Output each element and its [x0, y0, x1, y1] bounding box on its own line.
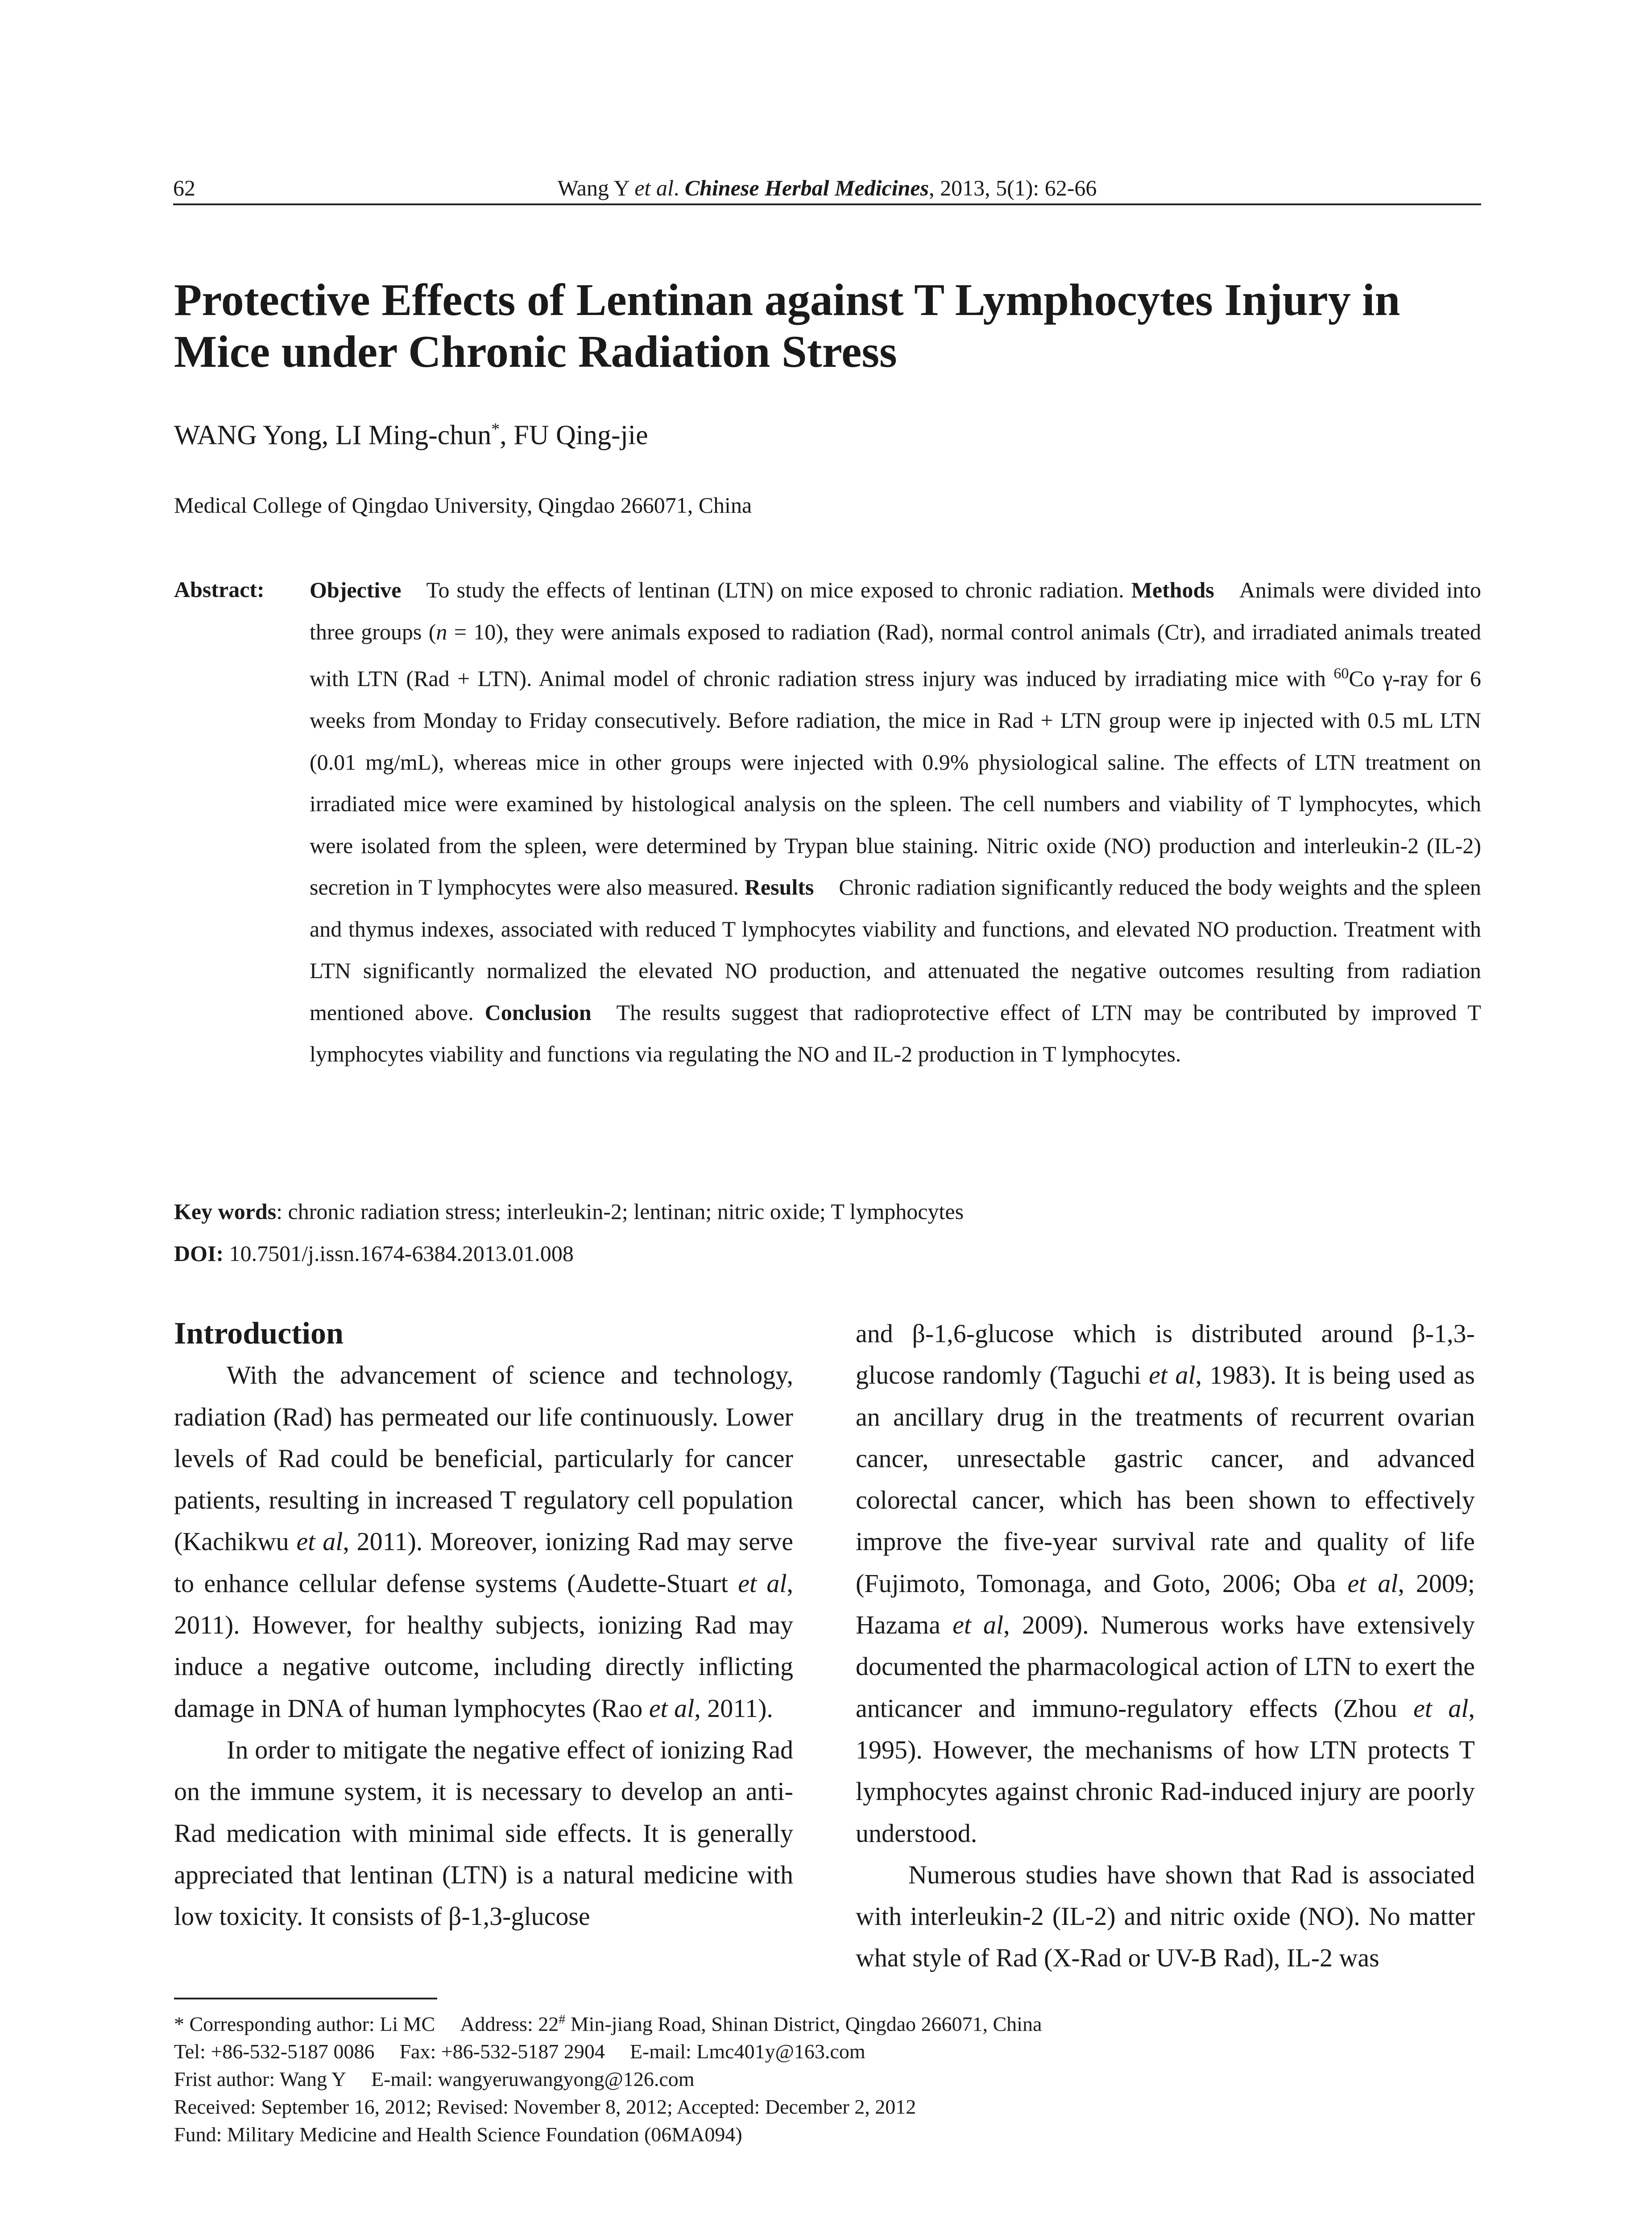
methods-label: Methods [1131, 577, 1214, 602]
objective-label: Objective [310, 577, 402, 602]
running-citation: Wang Y et al. Chinese Herbal Medicines, 2013, 5(1): 62-66 [557, 175, 1097, 200]
paragraph: and β-1,6-glucose which is distributed around β-1,3-glucose randomly (Taguchi et al, 1983). It is being used as an ancillary drug in the treatments of recurrent ovarian cancer, unresectable gastric cancer, and advanced colorectal cancer, which has been shown to effectively improve the five-year survival rate and quality of life (Fujimoto, Tomonaga, and Goto, 2006; Oba et al, 2009; Hazama et al, 2009). Numerous works have extensively documented the pharmacological action of LTN to exert the anticancer and immuno-regulatory effects (Zhou et al, 1995). However, the mechanisms of how LTN protects T lymphocytes against chronic Rad-induced injury are poorly understood. [856, 1319, 1475, 1848]
footnotes [174, 2006, 1042, 2148]
paper-title: Protective Effects of Lentinan against T Lymphocytes Injury in Mice under Chronic Radiation Stress [174, 275, 1400, 377]
footnote-divider [174, 1998, 437, 1999]
conclusion-label: Conclusion [484, 999, 592, 1025]
footnote-corresponding: * Corresponding author: Li MC Address: 22# Min-jiang Road, Shinan District, Qingdao 266071, China [174, 2012, 1042, 2036]
footnote-dates: Received: September 16, 2012; Revised: November 8, 2012; Accepted: December 2, 2012 [174, 2095, 916, 2119]
abstract-label: Abstract: [174, 577, 265, 602]
results-label: Results [744, 875, 814, 900]
journal-name: Chinese Herbal Medicines [684, 175, 929, 200]
footnote-fund: Fund: Military Medicine and Health Science Foundation (06MA094) [174, 2123, 742, 2146]
footnote-contact: Tel: +86-532-5187 0086 Fax: +86-532-5187 2904 E-mail: Lmc401y@163.com [174, 2040, 865, 2063]
doi: DOI: 10.7501/j.issn.1674-6384.2013.01.008 [174, 1241, 574, 1266]
author-list: WANG Yong, LI Ming-chun*, FU Qing-jie [174, 420, 648, 451]
paragraph: With the advancement of science and technology, radiation (Rad) has permeated our life continuously. Lower levels of Rad could be beneficial, particularly for cancer patients, resulting in increased T regulatory cell population (Kachikwu et al, 2011). Moreover, ionizing Rad may serve to enhance cellular defense systems (Audette-Stuart et al, 2011). However, for healthy subjects, ionizing Rad may induce a negative outcome, including directly inflicting damage in DNA of human lymphocytes (Rao et al, 2011). [174, 1360, 793, 1723]
corresponding-mark: * [491, 420, 500, 439]
keywords: Key words: chronic radiation stress; interleukin-2; lentinan; nitric oxide; T lymphocytes [174, 1199, 964, 1224]
affiliation: Medical College of Qingdao University, Qingdao 266071, China [174, 493, 752, 518]
body-column-right [856, 1313, 1475, 1979]
abstract-body: Objective To study the effects of lentinan (LTN) on mice exposed to chronic radiation. Methods Animals were divided into three groups (n = 10), they were animals exposed to radiation (Rad), normal control animals (Ctr), and irradiated animals treated with LTN (Rad + LTN). Animal model of chronic radiation stress injury was induced by irradiating mice with $^{60}$Co γ-ray for 6 weeks from Monday to Friday consecutively. Before radiation, the mice in Rad + LTN group were ip injected with 0.5 mL LTN (0.01 mg/mL), whereas mice in other groups were injected with 0.9% physiological saline. The effects of LTN treatment on irradiated mice were examined by histological analysis on the spleen. The cell numbers and viability of T lymphocytes, which were isolated from the spleen, were determined by Trypan blue staining. Nitric oxide (NO) production and interleukin-2 (IL-2) secretion in T lymphocytes were also measured. Results Chronic radiation significantly reduced the body weights and the spleen and thymus indexes, associated with reduced T lymphocytes viability and functions, and elevated NO production. Treatment with LTN significantly normalized the elevated NO production, and attenuated the negative outcomes resulting from radiation mentioned above. Conclusion The results suggest that radioprotective effect of LTN may be contributed by improved T lymphocytes viability and functions via regulating the NO and IL-2 production in T lymphocytes. [310, 577, 1482, 1067]
section-heading-introduction: Introduction [174, 1316, 344, 1351]
footnote-first-author: Frist author: Wang Y E-mail: wangyeruwangyong@126.com [174, 2068, 695, 2091]
paragraph: In order to mitigate the negative effect of ionizing Rad on the immune system, it is necessary to develop an anti-Rad medication with minimal side effects. It is generally appreciated that lentinan (LTN) is a natural medicine with low toxicity. It consists of β-1,3-glucose [174, 1735, 793, 1931]
running-header [173, 175, 1481, 205]
page-number: 62 [173, 175, 195, 200]
paragraph: Numerous studies have shown that Rad is associated with interleukin-2 (IL-2) and nitric oxide (NO). No matter what style of Rad (X-Rad or UV-B Rad), IL-2 was [856, 1860, 1475, 1973]
body-column-left [174, 1313, 793, 1937]
